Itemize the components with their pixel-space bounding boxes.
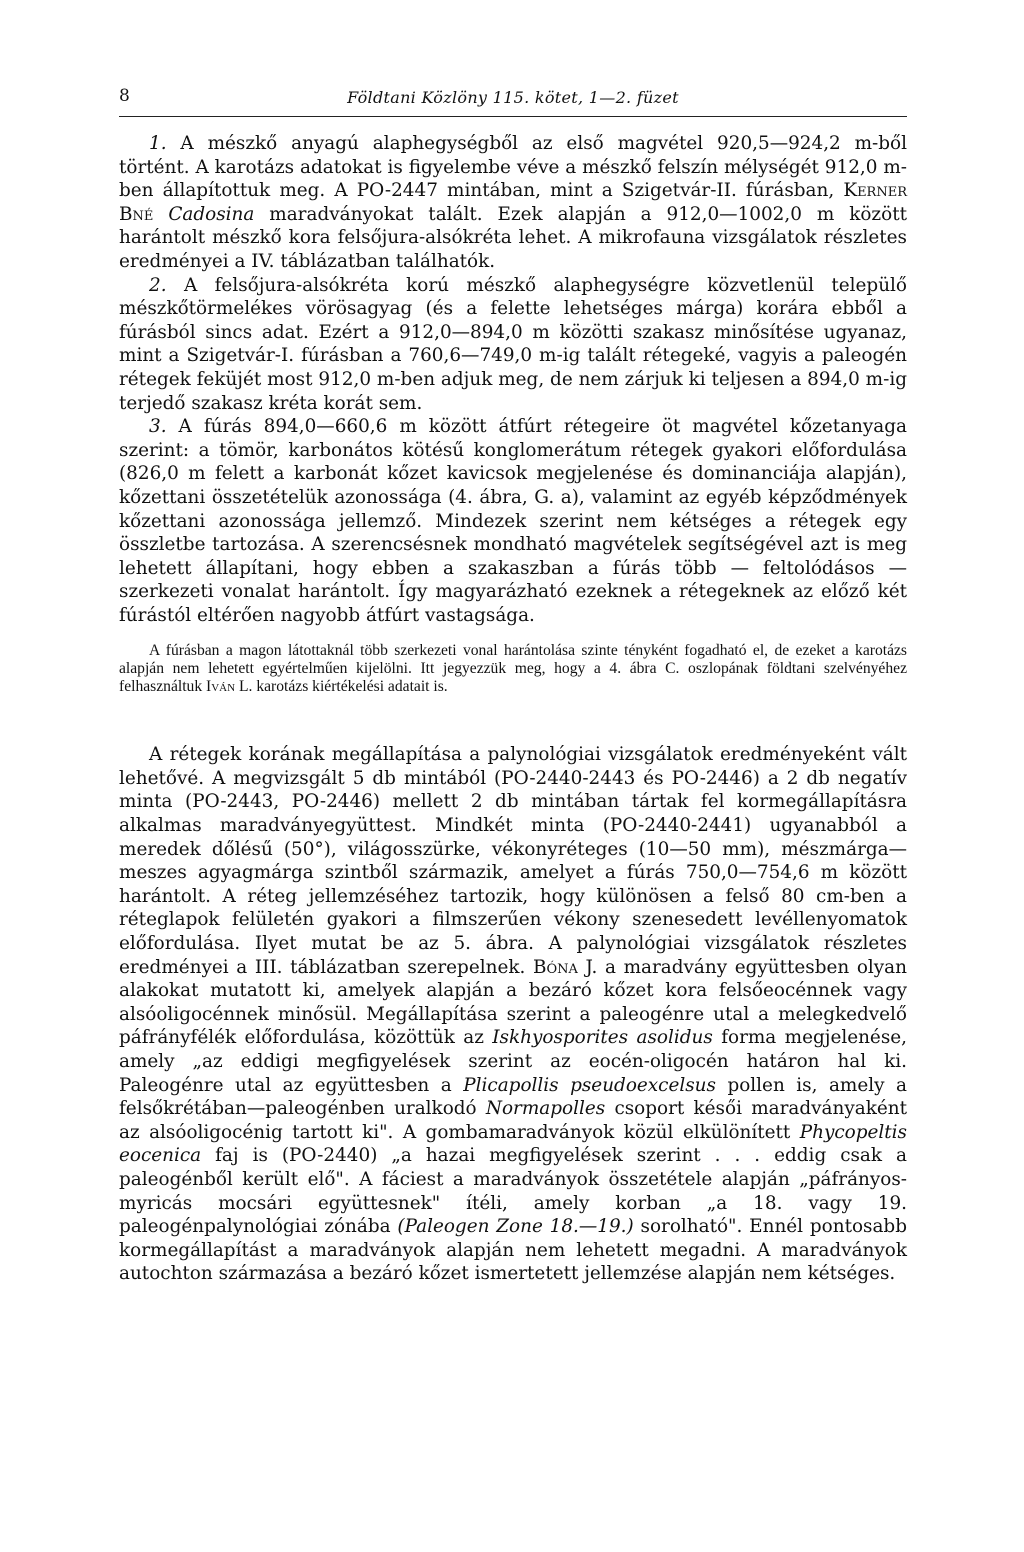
paragraph-text: faj is (PO-2440) „a hazai megfigyelések szerint . . . eddig csak a paleogénből került elő". A fáciest a maradványok összetétele alapján „páfrányos-myricás mocsári együttesnek" ítéli, amely korban „a 18. vagy 19. paleogénpalynológiai zónába bbox=[119, 1145, 907, 1238]
paragraph-3 bbox=[119, 415, 907, 627]
zone-name: (Paleogen Zone 18.—19.) bbox=[397, 1216, 634, 1238]
paragraph-2 bbox=[119, 274, 907, 416]
paragraph-palynology bbox=[119, 743, 907, 1286]
body-text bbox=[119, 132, 907, 1286]
paragraph-number: 1. bbox=[149, 133, 167, 154]
taxon-name: Phycopeltis eocenica bbox=[119, 1121, 907, 1167]
paragraph-text: A rétegek korának megállapítása a palynológiai vizsgálatok eredményeként vált lehetővé. A megvizsgált 5 db mintából (PO-2440-2443 és PO-2446) a 2 db negatív minta (PO-2443, PO-2446) mellett 2 db mintában tártak fel kormegállapításra alkalmas maradványegyüttest. Mindkét minta (PO-2440-2441) ugyanabból a meredek dőlésű (50°), világosszürke, vékonyréteges (10—50 mm), mészmárga—meszes agyagmárga szintből származik, amelyet a fúrás 750,0—754,6 m között harántolt. A réteg jellemzéséhez tartozik, hogy különösen a felső 80 cm-ben a réteglapok felületén gyakori a filmszerűen vékony szenesedett levéllenyomatok előfordulása. Ilyet mutat be az 5. ábra. A palynológiai vizsgálatok részletes eredményei a III. táblázatban szerepelnek. bbox=[119, 744, 907, 978]
paragraph-text: maradványokat talált. Ezek alapján a 912,0—1002,0 m között harántolt mészkő kora felsőjura-alsókréta lehet. A mikrofauna vizsgálatok részletes eredményei a IV. táblázatban találhatók. bbox=[119, 203, 907, 272]
paragraph-number: 2. bbox=[149, 274, 167, 296]
taxon-name: Plicapollis pseudoexcelsus bbox=[463, 1074, 716, 1096]
author-name: Kerner Bné bbox=[119, 180, 907, 225]
taxon-name: Iskhyosporites asolidus bbox=[492, 1027, 713, 1049]
paragraph-text: A mészkő anyagú alaphegységből az első magvétel 920,5—924,2 m-ből történt. A karotázs adatokat is figyelembe véve a mészkő felszín mélységét 912,0 m-ben állapítottuk meg. A PO-2447 mintában, mint a Szigetvár-II. fúrásban, bbox=[119, 133, 907, 202]
taxon-name: Normapolles bbox=[485, 1098, 606, 1120]
paragraph-text: csoport késői maradványaként az alsóoligocénig tartott ki". A gombamaradványok közül elkülönített bbox=[119, 1098, 907, 1143]
paragraph-text: sorolható". Ennél pontosabb kormegállapítást a maradványok alapján nem lehetett megadni. A maradványok autochton származása a bezáró kőzet ismertetett jellemzése alapján nem kétséges. bbox=[119, 1216, 907, 1285]
paragraph-text: A felsőjura-alsókréta korú mészkő alaphegységre közvetlenül települő mészkőtörmelékes vörösagyag (és a felette lehetséges márga) korára ebből a fúrásból sincs adat. Ezért a 912,0—894,0 m közötti szakasz minősítése ugyanaz, mint a Szigetvár-I. fúrásban a 760,6—749,0 m-ig talált rétegeké, vagyis a paleogén rétegek feküjét most 912,0 m-ben adjuk meg, de nem zárjuk ki teljesen a 894,0 m-ig terjedő szakasz kréta korát sem. bbox=[119, 274, 907, 414]
paragraph-text: A fúrás 894,0—660,6 m között átfúrt rétegeire öt magvétel kőzetanyaga szerint: a tömör, karbonátos kötésű konglomerátum rétegek gyakori előfordulása (826,0 m felett a karbonát kőzet kavicsok megjelenése és dominanciája alapján), kőzettani összetételük azonossága (4. ábra, G. a), valamint az egyéb képződmények kőzettani azonossága jellemző. Mindezek szerint nem kétséges a rétegek egy összletbe tartozása. A szerencsésnek mondható magvételek segítségével azt is meg lehetett állapítani, hogy ebben a szakaszban a fúrás több — feltolódásos — szerkezeti vonalat harántolt. Így magyarázható ezeknek a rétegeknek az előző két fúrástól eltérően nagyobb átfúrt vastagsága. bbox=[119, 416, 907, 626]
paragraph-1 bbox=[119, 132, 907, 274]
author-name: Bóna J. bbox=[532, 956, 598, 978]
paragraph-text: a maradvány együttesben olyan alakokat mutatott ki, amelyek alapján a bezáró kőzet kora felsőeocénnek vagy alsóoligocénnek minősül. Megállapítása szerint a paleogénre utal a melegkedvelő páfrányfélék előfordulása, közöttük az bbox=[119, 956, 907, 1049]
paragraph-text: forma megjelenése, amely „az eddigi megfigyelések szerint az eocén-oligocén határon hal ki. Paleogénre utal az együttesben a bbox=[119, 1027, 907, 1096]
running-title: Földtani Közlöny 115. kötet, 1—2. füzet bbox=[347, 88, 679, 107]
paragraph-text: pollen is, amely a felsőkrétában—paleogénben uralkodó bbox=[119, 1074, 907, 1120]
note-text: A fúrásban a magon látottaknál több szerkezeti vonal harántolása szinte tényként fogadható el, de ezeket a karotázs alapján nem lehetett egyértelműen kijelölni. Itt jegyezzük meg, hogy a 4. ábra C. oszlopának földtani szelvényéhez felhasználtuk bbox=[119, 642, 907, 695]
small-print-note bbox=[119, 642, 907, 695]
paragraph-number: 3. bbox=[149, 416, 167, 438]
author-name: Iván L. bbox=[206, 677, 253, 695]
taxon-name: Cadosina bbox=[168, 203, 255, 225]
page-header bbox=[119, 86, 907, 117]
page-number: 8 bbox=[119, 86, 130, 106]
note-text: karotázs kiértékelési adatait is. bbox=[256, 677, 448, 695]
